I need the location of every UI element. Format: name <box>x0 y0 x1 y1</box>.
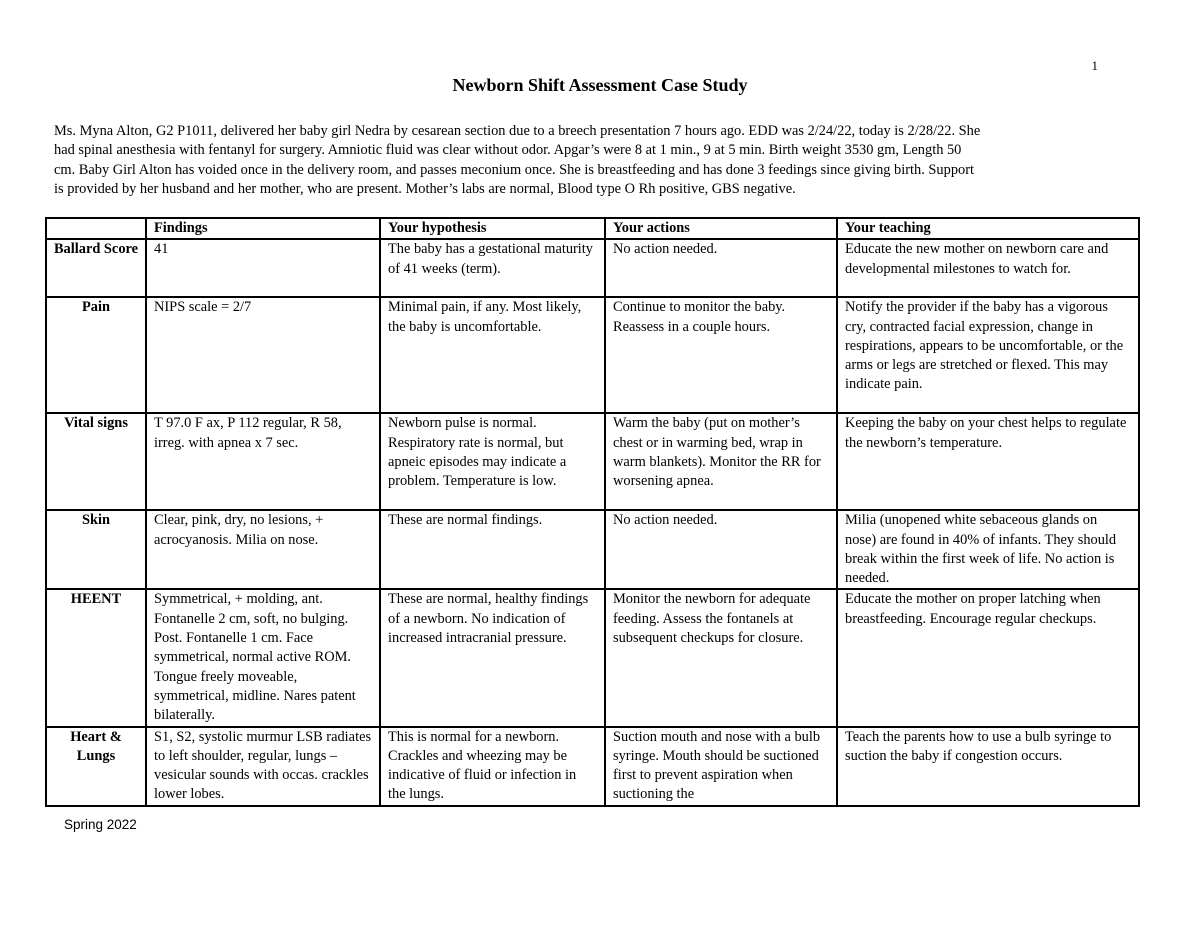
actions-cell: No action needed. <box>605 239 837 297</box>
teaching-cell: Educate the mother on proper latching when breastfeeding. Encourage regular checkups. <box>837 589 1139 726</box>
findings-cell: Symmetrical, + molding, ant. Fontanelle 2 cm, soft, no bulging. Post. Fontanelle 1 cm. Face symmetrical, normal active ROM. Tongue freely moveable, symmetrical, midline. Nares patent bilaterally. <box>146 589 380 726</box>
actions-cell: Warm the baby (put on mother’s chest or in warming bed, wrap in warm blankets). Monitor the RR for worsening apnea. <box>605 413 837 510</box>
table-row <box>46 413 1139 510</box>
assessment-table <box>45 217 1140 807</box>
intro-line: Ms. Myna Alton, G2 P1011, delivered her baby girl Nedra by cesarean section due to a breech presentation 7 hours ago. EDD was 2/24/22, today is 2/28/22. She <box>54 123 981 139</box>
teaching-cell: Milia (unopened white sebaceous glands on nose) are found in 40% of infants. They should break within the first week of life. No action is needed. <box>837 510 1139 589</box>
hypothesis-cell: These are normal, healthy findings of a newborn. No indication of increased intracranial pressure. <box>380 589 605 726</box>
page-footer: Spring 2022 <box>64 817 137 832</box>
hypothesis-cell: Minimal pain, if any. Most likely, the baby is uncomfortable. <box>380 297 605 413</box>
teaching-cell: Notify the provider if the baby has a vigorous cry, contracted facial expression, change in respirations, appears to be uncomfortable, or the arms or legs are stretched or flexed. This may indicate pain. <box>837 297 1139 413</box>
teaching-text: Teach the parents how to use a bulb syringe to suction the baby if congestion occurs. <box>845 728 1112 764</box>
document-title: Newborn Shift Assessment Case Study <box>452 75 748 95</box>
findings-cell: 41 <box>146 239 380 297</box>
table-row <box>46 297 1139 413</box>
actions-cell: Monitor the newborn for adequate feeding. Assess the fontanels at subsequent checkups for closure. <box>605 589 837 726</box>
teaching-cell: Keeping the baby on your chest helps to regulate the newborn’s temperature. <box>837 413 1139 510</box>
hypothesis-cell: Newborn pulse is normal. Respiratory rate is normal, but apneic episodes may indicate a problem. Temperature is low. <box>380 413 605 510</box>
page-number: 1 <box>1091 58 1098 73</box>
column-header <box>46 218 146 239</box>
row-label: Pain <box>46 297 146 413</box>
actions-cell <box>605 727 837 806</box>
table-header-row <box>46 218 1139 239</box>
table-row <box>46 589 1139 726</box>
row-label: Ballard Score <box>46 239 146 297</box>
hypothesis-cell: The baby has a gestational maturity of 41 weeks (term). <box>380 239 605 297</box>
intro-line: is provided by her husband and her mother, who are present. Mother’s labs are normal, Blood type O Rh positive, GBS negative. <box>54 180 796 197</box>
row-label: HEENT <box>46 589 146 726</box>
intro-line: cm. Baby Girl Alton has voided once in the delivery room, and passes meconium once. She is breastfeeding and has done 3 feedings since giving birth. Support <box>54 161 975 178</box>
row-label-text: Heart & Lungs <box>70 728 122 764</box>
teaching-cell: Educate the new mother on newborn care and developmental milestones to watch for. <box>837 239 1139 297</box>
table-row <box>46 727 1139 806</box>
hypothesis-cell: These are normal findings. <box>380 510 605 589</box>
findings-cell: Clear, pink, dry, no lesions, + acrocyanosis. Milia on nose. <box>146 510 380 589</box>
actions-cell: No action needed. <box>605 510 837 589</box>
findings-text: S1, S2, systolic murmur LSB radiates to left shoulder, regular, lungs – vesicular sounds with occas. crackles lower lobes. <box>154 728 372 803</box>
findings-cell: NIPS scale = 2/7 <box>146 297 380 413</box>
row-label: Skin <box>46 510 146 589</box>
row-label: Vital signs <box>46 413 146 510</box>
hypothesis-text: This is normal for a newborn. Crackles and wheezing may be indicative of fluid or infection in the lungs. <box>388 728 577 803</box>
case-intro-paragraph <box>54 122 1146 199</box>
row-label <box>46 727 146 806</box>
column-header-hypothesis: Your hypothesis <box>380 218 605 239</box>
table-row <box>46 510 1139 589</box>
table-row <box>46 239 1139 297</box>
intro-line: had spinal anesthesia with fentanyl for surgery. Amniotic fluid was clear without odor. Apgar’s were 8 at 1 min., 9 at 5 min. Birth weight 3530 gm, Length 50 <box>54 142 962 159</box>
actions-text: Suction mouth and nose with a bulb syringe. Mouth should be suctioned first to prevent aspiration when suctioning the <box>613 728 821 803</box>
teaching-cell <box>837 727 1139 806</box>
column-header-teaching: Your teaching <box>837 218 1139 239</box>
hypothesis-cell <box>380 727 605 806</box>
column-header-findings: Findings <box>146 218 380 239</box>
column-header-actions: Your actions <box>605 218 837 239</box>
actions-cell: Continue to monitor the baby. Reassess in a couple hours. <box>605 297 837 413</box>
findings-cell <box>146 727 380 806</box>
findings-cell: T 97.0 F ax, P 112 regular, R 58, irreg. with apnea x 7 sec. <box>146 413 380 510</box>
